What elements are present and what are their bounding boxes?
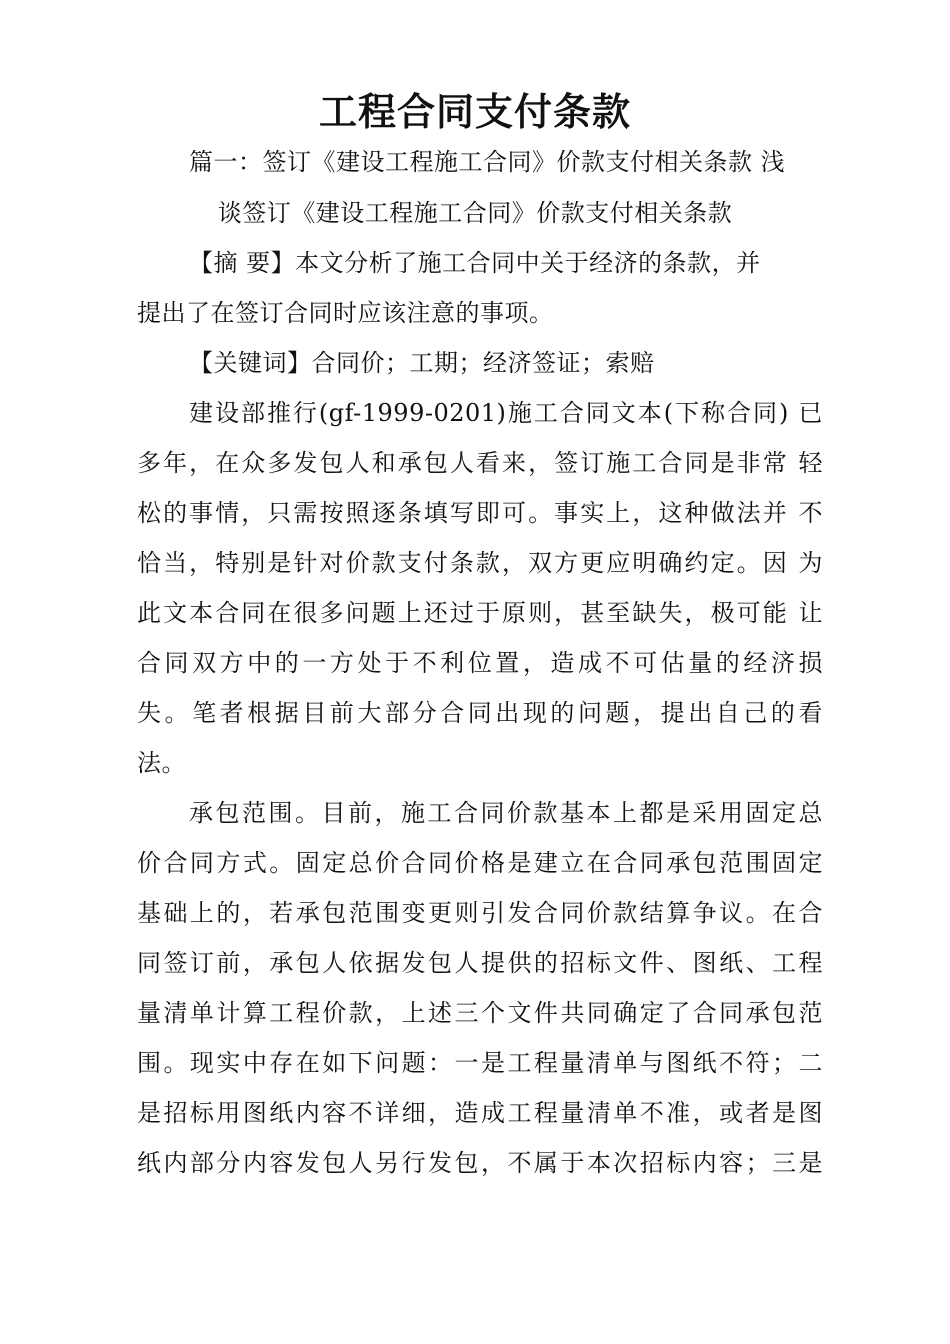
- paragraph1-line-1: 建设部推行(gf-1999-0201)施工合同文本(下称合同) 已: [189, 399, 823, 427]
- paragraph2-line-7: 是招标用图纸内容不详细，造成工程量清单不准，或者是图: [137, 1099, 823, 1127]
- abstract-line-1: 【摘 要】本文分析了施工合同中关于经济的条款，并: [189, 249, 761, 277]
- paragraph1-line-5: 此文本合同在很多问题上还过于原则，甚至缺失，极可能 让: [137, 599, 823, 627]
- paragraph1-line-7: 失。笔者根据目前大部分合同出现的问题，提出自己的看: [137, 699, 823, 727]
- paragraph1-line-4: 恰当，特别是针对价款支付条款，双方更应明确约定。因 为: [137, 549, 823, 577]
- subtitle-line-2: 谈签订《建设工程施工合同》价款支付相关条款: [217, 199, 733, 227]
- paragraph2-line-5: 量清单计算工程价款，上述三个文件共同确定了合同承包范: [137, 999, 823, 1027]
- paragraph2-line-3: 基础上的，若承包范围变更则引发合同价款结算争议。在合: [137, 899, 823, 927]
- paragraph2-line-4: 同签订前，承包人依据发包人提供的招标文件、图纸、工程: [137, 949, 823, 977]
- paragraph1-line-2: 多年，在众多发包人和承包人看来，签订施工合同是非常 轻: [137, 449, 823, 477]
- document-title: 工程合同支付条款: [318, 90, 631, 134]
- paragraph2-line-2: 价合同方式。固定总价合同价格是建立在合同承包范围固定: [137, 849, 823, 877]
- paragraph2-line-8: 纸内部分内容发包人另行发包，不属于本次招标内容；三是: [137, 1149, 823, 1177]
- abstract-line-2: 提出了在签订合同时应该注意的事项。: [137, 299, 554, 327]
- paragraph2-line-1: 承包范围。目前，施工合同价款基本上都是采用固定总: [189, 799, 823, 827]
- keywords-line: 【关键词】合同价；工期；经济签证；索赔: [189, 349, 655, 377]
- paragraph1-line-8: 法。: [137, 749, 186, 777]
- paragraph1-line-3: 松的事情，只需按照逐条填写即可。事实上，这种做法并 不: [137, 499, 823, 527]
- paragraph1-line-6: 合同双方中的一方处于不利位置，造成不可估量的经济损: [137, 649, 823, 677]
- subtitle-line-1: 篇一：签订《建设工程施工合同》价款支付相关条款 浅: [189, 148, 786, 176]
- paragraph2-line-6: 围。现实中存在如下问题：一是工程量清单与图纸不符；二: [137, 1049, 823, 1077]
